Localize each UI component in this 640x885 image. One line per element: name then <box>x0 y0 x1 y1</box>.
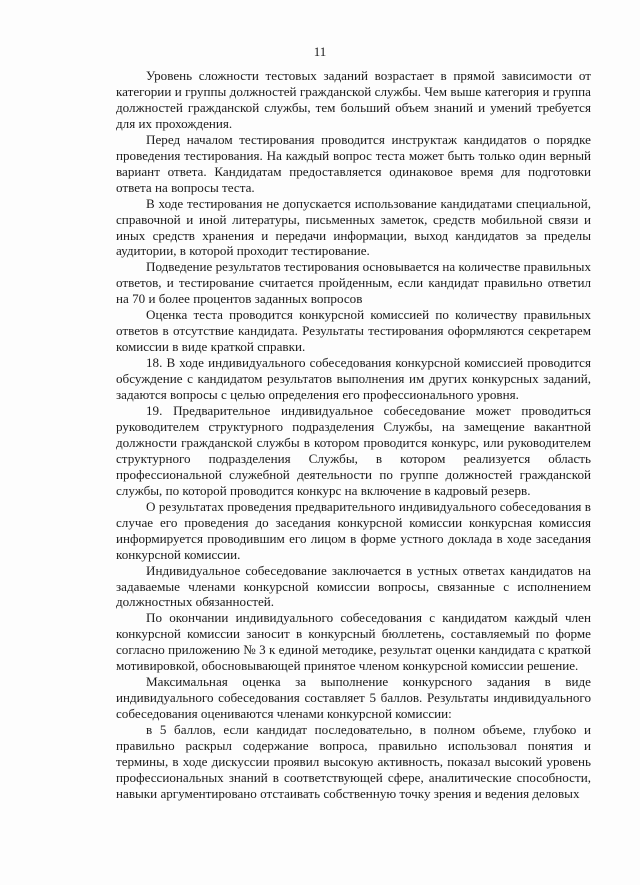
paragraph: 18. В ходе индивидуального собеседования конкурсной комиссией проводится обсуждение с кандидатом результатов выполнения им других конкурсных заданий, задаются вопросы с целью определения его профессионального уровня. <box>116 355 591 403</box>
paragraph: в 5 баллов, если кандидат последовательно, в полном объеме, глубоко и правильно раскрыл содержание вопроса, правильно использовал понятия и термины, в ходе дискуссии проявил высокую активность, показал высокий уровень профессиональных знаний в соответствующей сфере, аналитические способности, навыки аргументировано отстаивать собственную точку зрения и ведения деловых <box>116 722 591 801</box>
paragraph: По окончании индивидуального собеседования с кандидатом каждый член конкурсной комиссии заносит в конкурсный бюллетень, составляемый по форме согласно приложению № 3 к единой методике, результат оценки кандидата с краткой мотивировкой, обосновывающей принятое членом конкурсной комиссии решение. <box>116 610 591 674</box>
paragraph: О результатах проведения предварительного индивидуального собеседования в случае его проведения до заседания конкурсной комиссии конкурсная комиссия информируется проводившим его лицом в форме устного доклада в ходе заседания конкурсной комиссии. <box>116 498 591 562</box>
page-number: 11 <box>313 44 327 59</box>
paragraph: Уровень сложности тестовых заданий возрастает в прямой зависимости от категории и группы должностей гражданской службы. Чем выше категория и группа должностей гражданской службы, тем больший объем знаний и умений требуется для их прохождения. <box>116 68 591 131</box>
paragraph: Индивидуальное собеседование заключается в устных ответах кандидатов на задаваемые членами конкурсной комиссии вопросы, связанные с исполнением должностных обязанностей. <box>116 562 591 610</box>
paragraph: 19. Предварительное индивидуальное собеседование может проводиться руководителем структурного подразделения Службы, на замещение вакантной должности гражданской службы в котором проводится конкурс, или руководителем структурного подразделения Службы, в котором реализуется область профессиональной служебной деятельности по группе должностей гражданской службы, по которой проводится конкурс на включение в кадровый резерв. <box>116 403 591 498</box>
paragraph: Перед началом тестирования проводится инструктаж кандидатов о порядке проведения тестирования. На каждый вопрос теста может быть только один верный вариант ответа. Кандидатам предоставляется одинаковое время для подготовки ответа на вопросы теста. <box>116 131 591 195</box>
paragraph: Оценка теста проводится конкурсной комиссией по количеству правильных ответов в отсутствие кандидата. Результаты тестирования оформляются секретарем комиссии в виде краткой справки. <box>116 307 591 355</box>
paragraph: Подведение результатов тестирования основывается на количестве правильных ответов, и тестирование считается пройденным, если кандидат правильно ответил на 70 и более процентов заданных вопросов <box>116 259 591 307</box>
document-body <box>116 68 591 802</box>
paragraph: Максимальная оценка за выполнение конкурсного задания в виде индивидуального собеседования составляет 5 баллов. Результаты индивидуального собеседования оцениваются членами конкурсной комиссии: <box>116 674 591 722</box>
paragraph: В ходе тестирования не допускается использование кандидатами специальной, справочной и иной литературы, письменных заметок, средств мобильной связи и иных средств хранения и передачи информации, выход кандидатов за пределы аудитории, в которой проходит тестирование. <box>116 195 591 259</box>
